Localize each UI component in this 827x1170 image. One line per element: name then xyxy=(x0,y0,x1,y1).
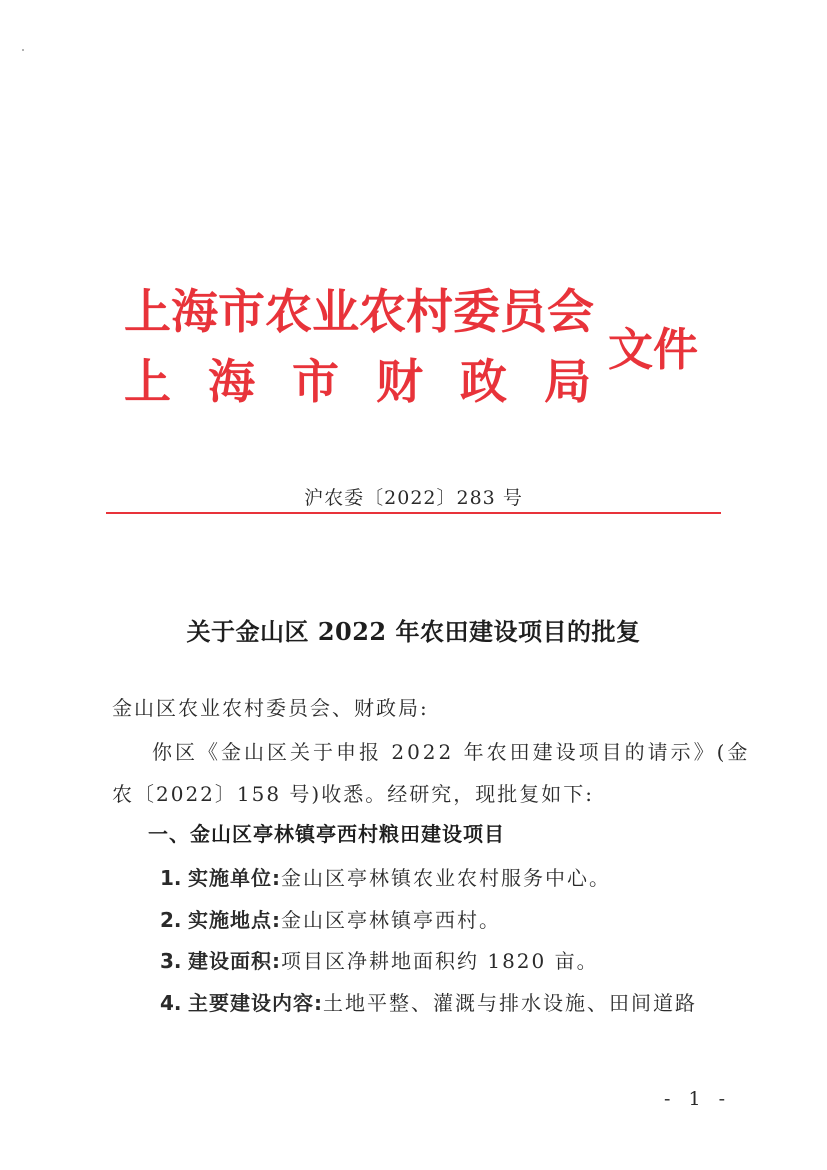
item-number: 1. xyxy=(160,866,182,890)
red-divider xyxy=(106,512,721,514)
item-value: 金山区亭林镇亭西村。 xyxy=(281,908,501,932)
item-label: 主要建设内容: xyxy=(188,991,323,1015)
item-label: 实施单位: xyxy=(188,866,281,890)
item-number: 4. xyxy=(160,991,182,1015)
issuing-org-2: 上海市财政局 xyxy=(124,355,628,410)
item-label: 实施地点: xyxy=(188,908,281,932)
paragraph-line: 你区《金山区关于申报 2022 年农田建设项目的请示》(金 xyxy=(152,740,751,764)
page-number: - 1 - xyxy=(664,1088,732,1110)
item-value: 土地平整、灌溉与排水设施、田间道路 xyxy=(323,991,697,1015)
item-number: 3. xyxy=(160,949,182,973)
document-number: 沪农委〔2022〕283 号 xyxy=(304,487,523,509)
addressee: 金山区农业农村委员会、财政局: xyxy=(112,696,429,720)
list-item xyxy=(160,862,611,891)
item-label: 建设面积: xyxy=(188,949,281,973)
paragraph-line: 农〔2022〕158 号)收悉。经研究，现批复如下: xyxy=(112,782,594,806)
item-value: 项目区净耕地面积约 1820 亩。 xyxy=(281,949,599,973)
issuing-org-1: 上海市农业农村委员会 xyxy=(124,285,594,340)
item-value: 金山区亭林镇农业农村服务中心。 xyxy=(281,866,611,890)
list-item xyxy=(160,904,501,933)
item-number: 2. xyxy=(160,908,182,932)
list-item xyxy=(160,945,599,974)
document-type-label: 文件 xyxy=(608,323,699,376)
section-heading: 一、金山区亭林镇亭西村粮田建设项目 xyxy=(148,822,505,846)
red-header xyxy=(0,0,827,430)
list-item xyxy=(160,987,697,1016)
document-title: 关于金山区 2022 年农田建设项目的批复 xyxy=(186,617,641,646)
